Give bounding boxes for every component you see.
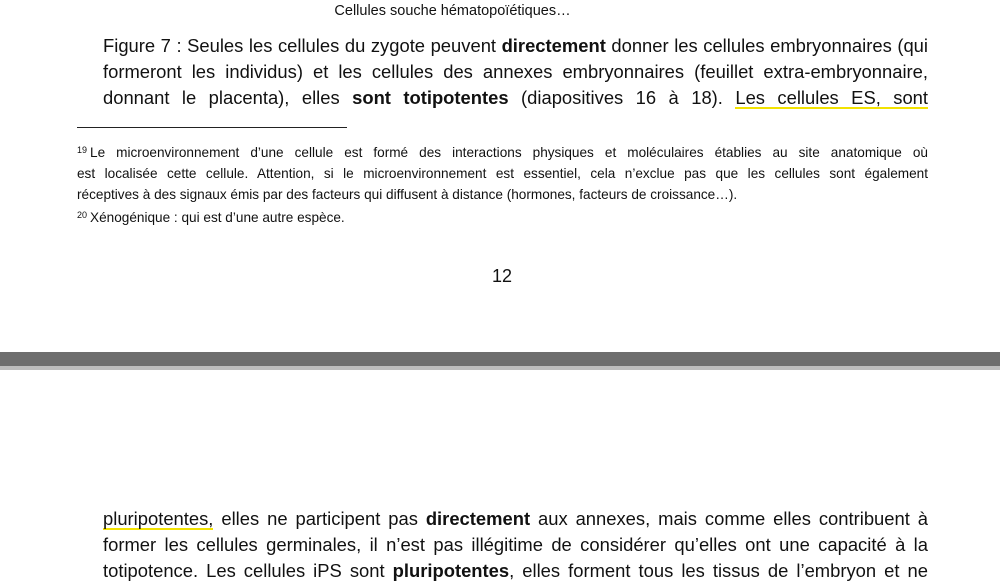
- text-run: donner les cellules embryonnaires (qui: [605, 35, 928, 56]
- page-break: [0, 352, 1000, 370]
- page-bottom: [0, 370, 1000, 581]
- highlighted-text: pluripotentes,: [103, 508, 214, 529]
- footnote-19-line: [77, 140, 928, 163]
- paragraph-line: formeront les individus) et les cellules des annexes embryonnaires (feuillet extra-embryonnaire,: [103, 61, 928, 82]
- running-header: Cellules souche hématopoïétiques…: [334, 3, 571, 19]
- text-run: elles ne participent pas: [213, 508, 426, 529]
- footnotes: [77, 140, 928, 228]
- paragraph-bottom: [103, 506, 928, 584]
- footnote-19-line: est localisée cette cellule. Attention, si le microenvironnement est essentiel, cela n’exclue pas que les cellules sont également: [77, 166, 928, 181]
- bold-run: directement: [425, 508, 531, 529]
- paragraph-top: [103, 33, 928, 111]
- paragraph-line: former les cellules germinales, il n’est pas illégitime de considérer qu’elles ont une capacité à la: [103, 534, 928, 555]
- page-number: 12: [491, 266, 513, 286]
- text-run: aux annexes, mais comme elles contribuent à: [530, 508, 928, 529]
- text-run: , elles forment tous les tissus de l’embryon et ne: [509, 560, 928, 581]
- bold-run: pluripotentes: [392, 560, 510, 581]
- paragraph-line: [103, 506, 928, 532]
- footnote-20-line: [77, 205, 928, 228]
- paragraph-line: [103, 558, 928, 584]
- text-run: Figure 7 : Seules les cellules du zygote peuvent: [103, 35, 502, 56]
- text-run: totipotence. Les cellules iPS sont: [103, 560, 393, 581]
- paragraph-line: [103, 33, 928, 59]
- footnote-number: 20: [77, 210, 88, 220]
- bold-run: directement: [501, 35, 606, 56]
- bold-run: sont totipotentes: [352, 87, 509, 108]
- footnote-text: Xénogénique : qui est d’une autre espèce.: [90, 210, 345, 225]
- text-run: (diapositives 16 à 18).: [508, 87, 736, 108]
- footnote-19-line: réceptives à des signaux émis par des facteurs qui diffusent à distance (hormones, facteurs de croissance…).: [77, 187, 738, 202]
- highlighted-text: Les cellules ES, sont: [735, 87, 929, 108]
- text-run: donnant le placenta), elles: [103, 87, 353, 108]
- footnote-number: 19: [77, 145, 88, 155]
- paragraph-line: [103, 85, 928, 111]
- footnote-text: Le microenvironnement d’une cellule est formé des interactions physiques et moléculaires établies au site anatomique où: [90, 145, 928, 160]
- footnote-separator: [77, 127, 347, 128]
